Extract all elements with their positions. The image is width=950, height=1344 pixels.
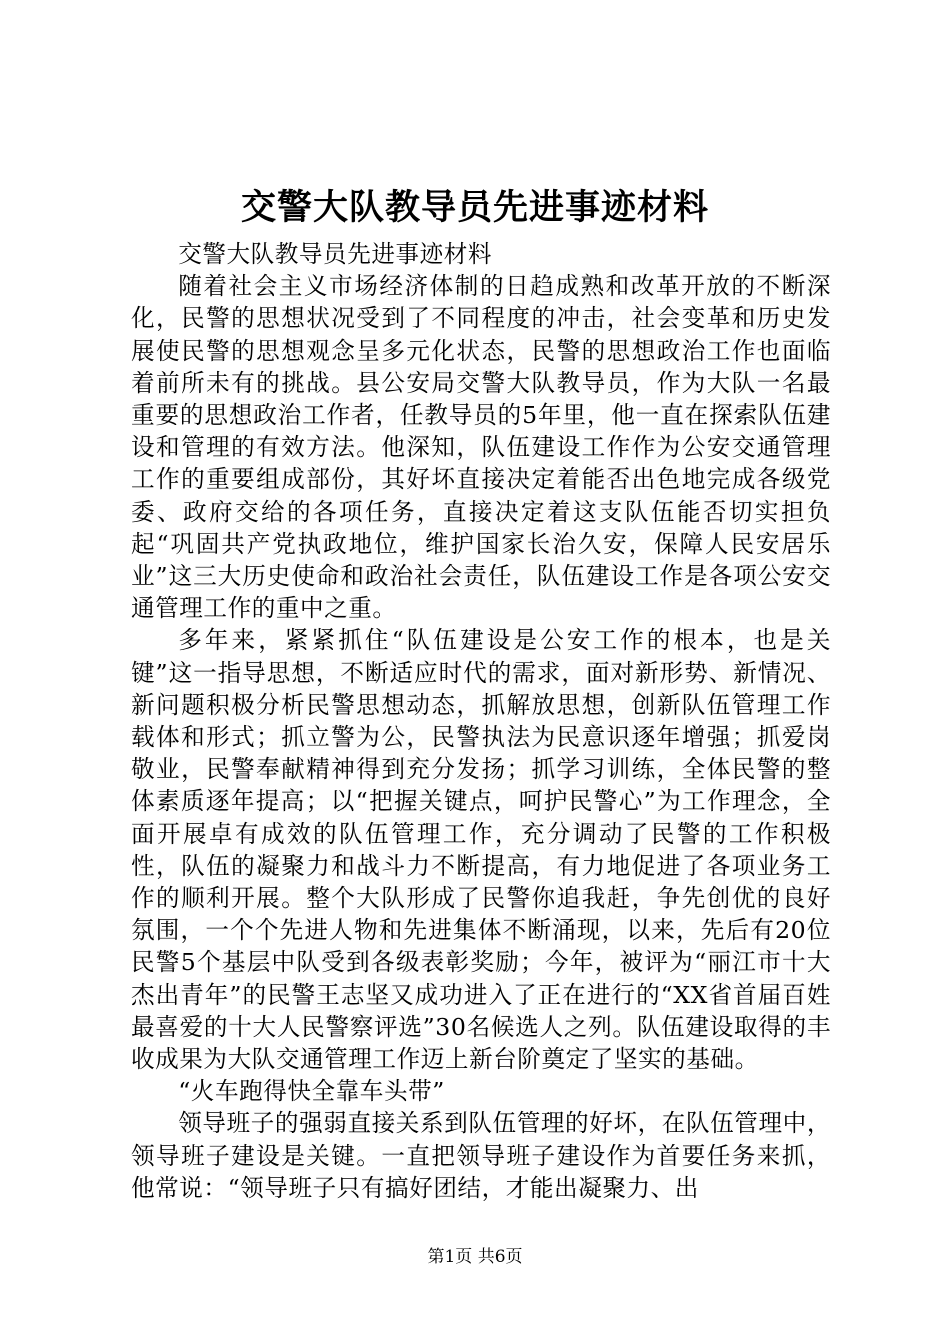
paragraph-intro: 随着社会主义市场经济体制的日趋成熟和改革开放的不断深化，民警的思想状况受到了不同程度的冲击，社会变革和历史发展使民警的思想观念呈多元化状态，民警的思想政治工作也面临着前所未有的挑战。县公安局交警大队教导员，作为大队一名最重要的思想政治工作者，任教导员的5年里，他一直在探索队伍建设和管理的有效方法。他深知，队伍建设工作作为公安交通管理工作的重要组成部份，其好坏直接决定着能否出色地完成各级党委、政府交给的各项任务，直接决定着这支队伍能否切实担负起“巩固共产党执政地位，维护国家长治久安，保障人民安居乐业”这三大历史使命和政治社会责任，队伍建设工作是各项公安交通管理工作的重中之重。: [131, 272, 831, 623]
paragraph-subtitle: 交警大队教导员先进事迹材料: [178, 240, 493, 268]
section-heading: “火车跑得快全靠车头带”: [178, 1077, 445, 1106]
page-footer: 第1页 共6页: [427, 1247, 523, 1267]
paragraph-leadership: 领导班子的强弱直接关系到队伍管理的好坏，在队伍管理中，领导班子建设是关键。一直把领导班子建设作为首要任务来抓，他常说：“领导班子只有搞好团结，才能出凝聚力、出: [131, 1109, 831, 1202]
paragraph-achievements: 多年来，紧紧抓住“队伍建设是公安工作的根本，也是关键”这一指导思想，不断适应时代的需求，面对新形势、新情况、新问题积极分析民警思想动态，抓解放思想，创新队伍管理工作载体和形式；抓立警为公，民警执法为民意识逐年增强；抓爱岗敬业，民警奉献精神得到充分发扬；抓学习训练，全体民警的整体素质逐年提高；以“把握关键点，呵护民警心”为工作理念，全面开展卓有成效的队伍管理工作，充分调动了民警的工作积极性，队伍的凝聚力和战斗力不断提高，有力地促进了各项业务工作的顺利开展。整个大队形成了民警你追我赶，争先创优的良好氛围，一个个先进人物和先进集体不断涌现，以来，先后有20位民警5个基层中队受到各级表彰奖励；今年，被评为“丽江市十大杰出青年”的民警王志坚又成功进入了正在进行的“XX省首届百姓最喜爱的十大人民警察评选”30名候选人之列。队伍建设取得的丰收成果为大队交通管理工作迈上新台阶奠定了坚实的基础。: [131, 626, 831, 1074]
document-body: [131, 238, 831, 1204]
document-title: 交警大队教导员先进事迹材料: [240, 187, 709, 228]
